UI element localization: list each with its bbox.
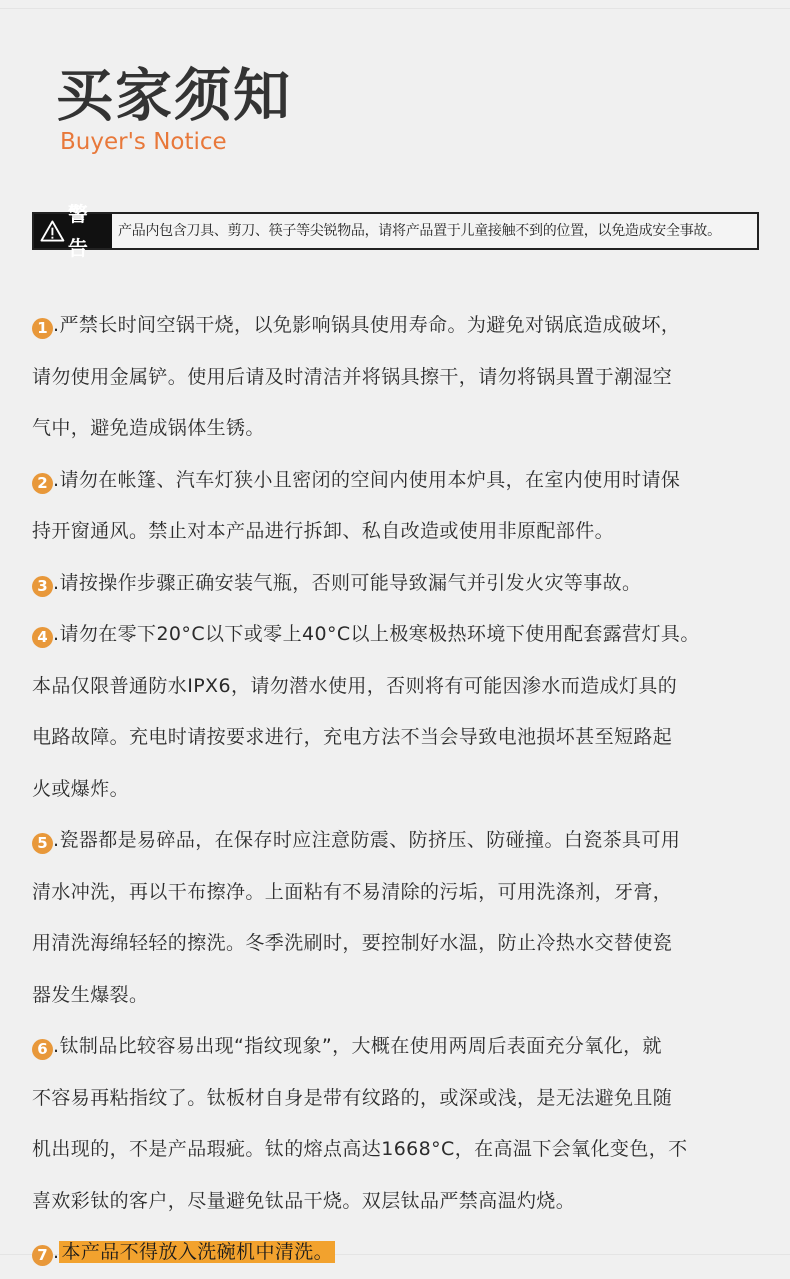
notice-line: 器发生爆裂。 [32, 983, 149, 1006]
notice-line: .请勿在帐篷、汽车灯狭小且密闭的空间内使用本炉具，在室内使用时请保 [53, 468, 681, 491]
notice-line: .钛制品比较容易出现“指纹现象”，大概在使用两周后表面充分氧化，就 [53, 1035, 662, 1057]
notice-line: .请勿在零下20°C以下或零上40°C以上极寒极热环境下使用配套露营灯具。 [53, 623, 700, 645]
number-badge-7: 7 [32, 1245, 53, 1266]
notice-line: 电路故障。充电时请按要求进行，充电方法不当会导致电池损坏甚至短路起 [32, 726, 673, 748]
notice-item-4 [32, 609, 762, 815]
notice-item-2 [32, 455, 762, 558]
notice-line: 火或爆炸。 [32, 777, 130, 800]
highlighted-notice-text: 本产品不得放入洗碗机中清洗。 [61, 1241, 334, 1263]
page-subtitle: Buyer's Notice [60, 129, 227, 155]
notice-line: 喜欢彩钛的客户，尽量避免钛品干烧。双层钛品严禁高温灼烧。 [32, 1189, 576, 1212]
notice-item-1 [32, 300, 762, 455]
notice-line: 不容易再粘指纹了。钛板材自身是带有纹路的，或深或浅，是无法避免且随 [32, 1086, 673, 1109]
number-badge-6: 6 [32, 1039, 53, 1060]
notice-line: .瓷器都是易碎品，在保存时应注意防震、防挤压、防碰撞。白瓷茶具可用 [53, 829, 681, 851]
warning-badge [34, 202, 112, 260]
page-title: 买家须知 [56, 63, 292, 129]
warning-box [32, 202, 759, 260]
notice-line: 气中，避免造成锅体生锈。 [32, 417, 265, 439]
notice-line: 持开窗通风。禁止对本产品进行拆卸、私自改造或使用非原配部件。 [32, 520, 615, 542]
notice-item-5 [32, 815, 762, 1021]
notice-line: .请按操作步骤正确安装气瓶，否则可能导致漏气并引发火灾等事故。 [53, 571, 642, 594]
warning-text: 产品内包含刀具、剪刀、筷子等尖锐物品，请将产品置于儿童接触不到的位置，以免造成安全事故。 [118, 223, 721, 239]
notice-line: .严禁长时间空锅干烧，以免影响锅具使用寿命。为避免对锅底造成破坏， [53, 314, 681, 336]
number-badge-4: 4 [32, 627, 53, 648]
notice-line: 请勿使用金属铲。使用后请及时清洁并将锅具擦干，请勿将锅具置于潮湿空 [32, 365, 673, 388]
number-badge-3: 3 [32, 576, 53, 597]
notice-item-3 [32, 558, 762, 610]
notice-line: 用清洗海绵轻轻的擦洗。冬季洗刷时，要控制好水温，防止冷热水交替使瓷 [32, 932, 673, 954]
warning-triangle-icon [40, 219, 65, 243]
notice-item-7 [32, 1227, 762, 1279]
notice-list [32, 300, 762, 1279]
number-badge-5: 5 [32, 833, 53, 854]
number-badge-2: 2 [32, 473, 53, 494]
notice-line: 本品仅限普通防水IPX6，请勿潜水使用，否则将有可能因渗水而造成灯具的 [32, 674, 678, 697]
notice-line: 机出现的，不是产品瑕疵。钛的熔点高达1668°C，在高温下会氧化变色，不 [32, 1138, 688, 1160]
notice-line: 清水冲洗，再以干布擦净。上面粘有不易清除的污垢，可用洗涤剂，牙膏， [32, 880, 673, 903]
number-badge-1: 1 [32, 318, 53, 339]
notice-prefix: . [53, 1241, 60, 1263]
notice-item-6 [32, 1021, 762, 1227]
warning-label: 警告 [67, 202, 88, 260]
